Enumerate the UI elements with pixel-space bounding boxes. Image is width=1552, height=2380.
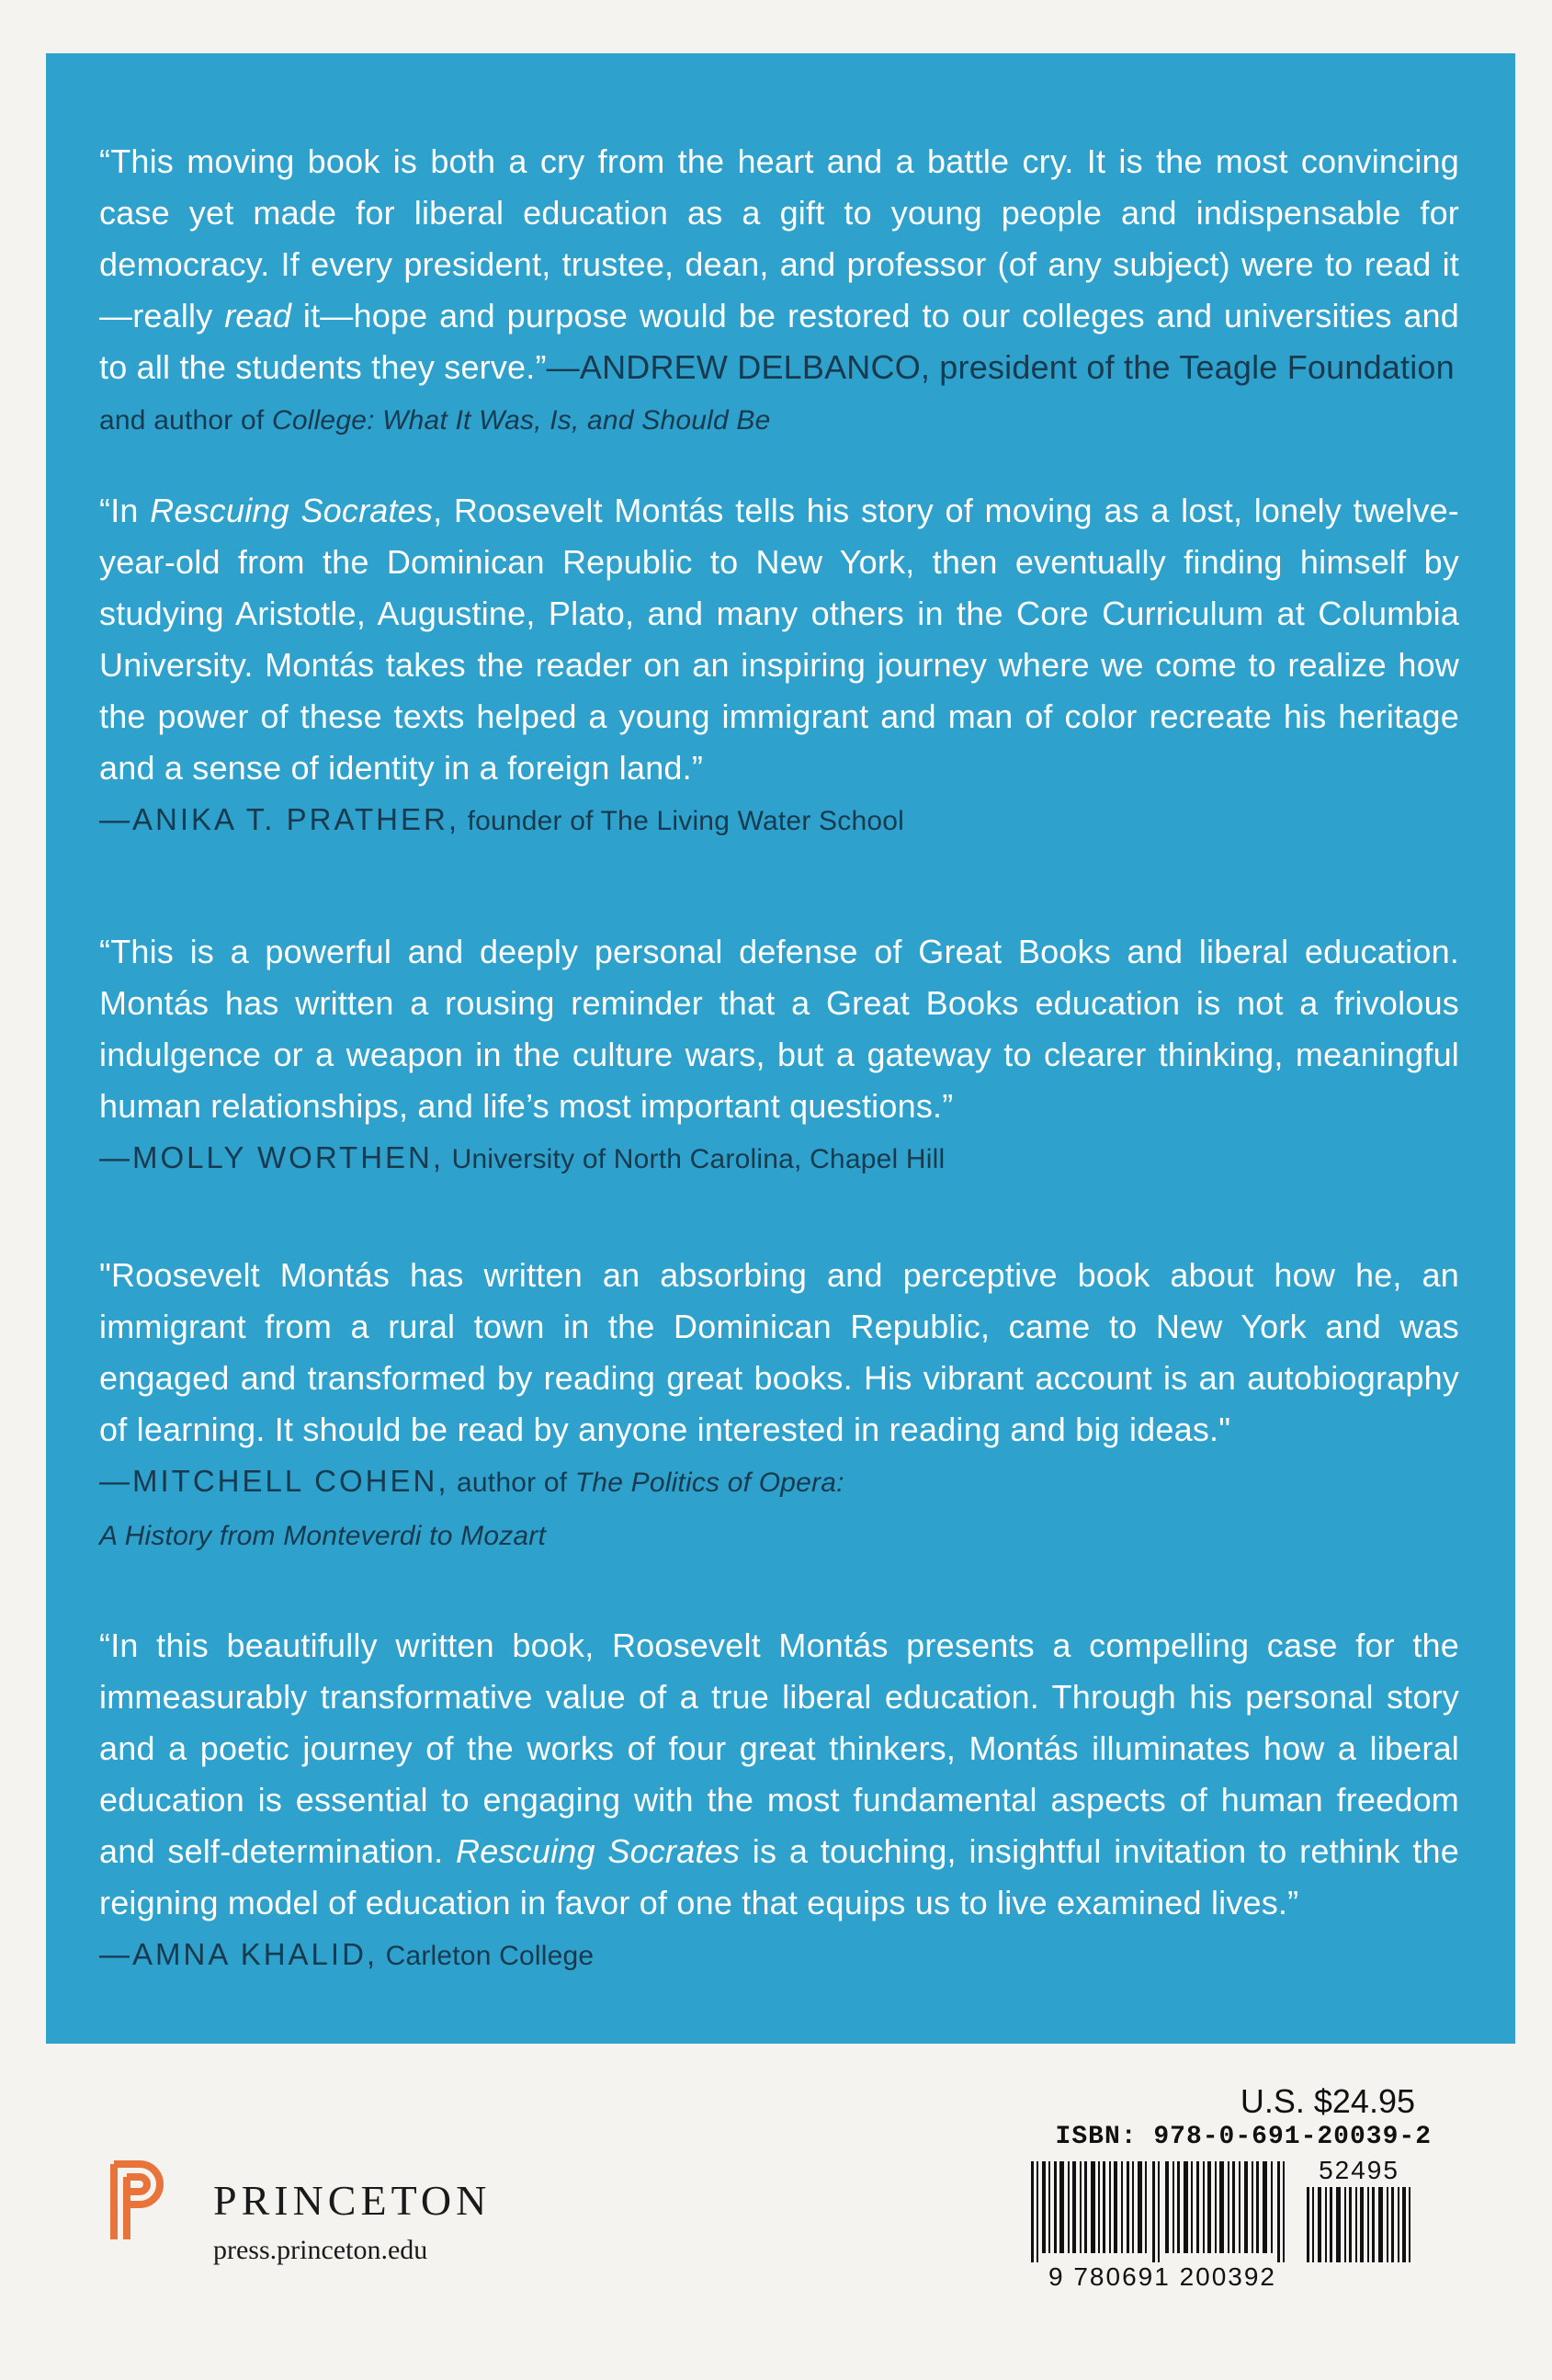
blurb-2-quote: “In Rescuing Socrates, Roosevelt Montás tells his story of moving as a lost, lonely twelve-year-old from the Dominican Republic to New York, then eventually finding himself by studying Aristotle, Augustine, Plato, and many others in the Core Curriculum at Columbia University. Montás takes the reader on an inspiring journey where we come to realize how the power of these texts helped a young immigrant and man of color recreate his heritage and a sense of identity in a foreign land.” xyxy=(99,492,1459,787)
blurb-1 xyxy=(99,136,1459,447)
blurb-4-attribution: —MITCHELL COHEN, author of The Politics of Opera: xyxy=(99,1464,844,1498)
blurb-5-quote: “In this beautifully written book, Roosevelt Montás presents a compelling case for the immeasurably transformative value of a true liberal education. Through his personal story and a poetic journey of the works of four great thinkers, Montás illuminates how a liberal education is essential to engaging with the most fundamental aspects of human freedom and self-determination. Rescuing Socrates is a touching, insightful invitation to rethink the reigning model of education in favor of one that equips us to live examined lives.” xyxy=(99,1626,1459,1921)
price: U.S. $24.95 xyxy=(1240,2082,1415,2120)
barcode-digits: 9 780691 200392 xyxy=(1048,2262,1276,2291)
princeton-logo-icon xyxy=(108,2159,173,2241)
barcode-addon-digits: 52495 xyxy=(1319,2156,1399,2184)
blurb-1-attribution: —ANDREW DELBANCO, president of the Teagle Foundation xyxy=(546,348,1455,386)
publisher-url: press.princeton.edu xyxy=(213,2235,428,2265)
isbn: ISBN: 978-0-691-20039-2 xyxy=(1055,2123,1432,2151)
blurb-1-quote: “This moving book is both a cry from the heart and a battle cry. It is the most convincing case yet made for liberal education as a gift to young people and indispensable for democracy. If every president, trustee, dean, and professor (of any subject) were to read it—really read it—hope and purpose would be restored to our colleges and universities and to all the students they serve.”—ANDREW DELBANCO, president of the Teagle Foundation xyxy=(99,142,1459,386)
blurb-5 xyxy=(99,1620,1459,1982)
blurb-2-attribution: —ANIKA T. PRATHER, founder of The Living Water School xyxy=(99,802,904,836)
barcode-addon xyxy=(1305,2187,1413,2262)
blurb-3-attribution: —MOLLY WORTHEN, University of North Carolina, Chapel Hill xyxy=(99,1140,946,1174)
blurb-4-quote: "Roosevelt Montás has written an absorbing and perceptive book about how he, an immigrant from a rural town in the Dominican Republic, came to New York and was engaged and transformed by reading great books. His vibrant account is an autobiography of learning. It should be read by anyone interested in reading and big ideas." xyxy=(99,1256,1459,1448)
publisher-name: PRINCETON xyxy=(213,2177,492,2224)
barcode xyxy=(1027,2161,1296,2262)
blurb-3-quote: “This is a powerful and deeply personal defense of Great Books and liberal education. Montás has written a rousing reminder that a Great Books education is not a frivolous indulgence or a weapon in the culture wars, but a gateway to clearer thinking, meaningful human relationships, and life’s most important questions.” xyxy=(99,933,1459,1125)
blurb-4-attribution-line2: A History from Monteverdi to Mozart xyxy=(99,1521,547,1551)
blurb-3 xyxy=(99,926,1459,1185)
blurb-1-attribution-line2: and author of College: What It Was, Is, and Should Be xyxy=(99,405,771,436)
blurb-5-attribution: —AMNA KHALID, Carleton College xyxy=(99,1937,595,1971)
back-cover-panel xyxy=(46,53,1515,2044)
blurb-2 xyxy=(99,485,1459,847)
blurb-4 xyxy=(99,1250,1459,1562)
